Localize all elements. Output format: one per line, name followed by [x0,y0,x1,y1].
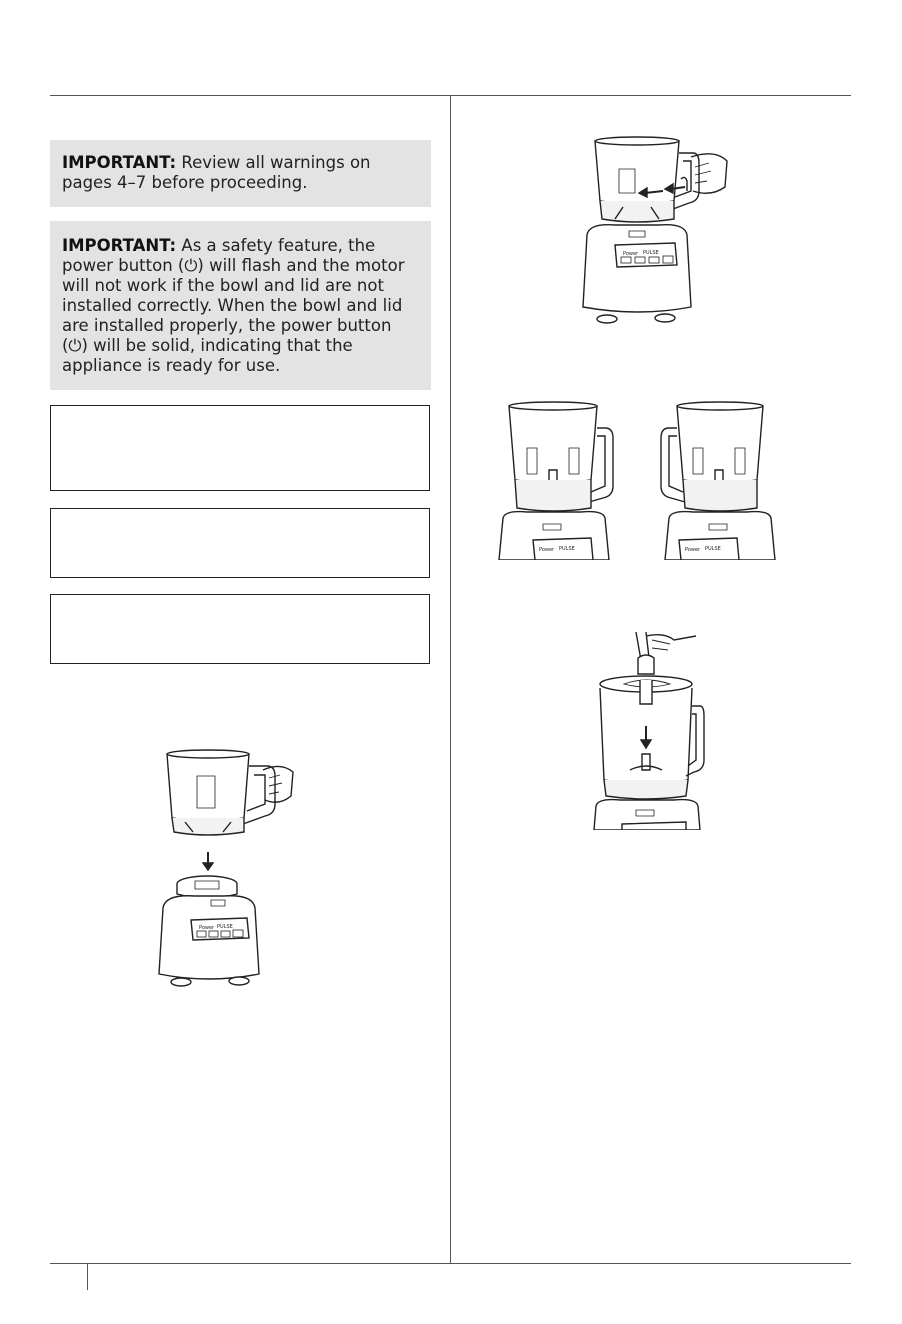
empty-note-box [50,594,430,664]
blender-bowl-install-icon [155,748,305,993]
callout-text: Review all warnings on pages 4–7 before proceeding. [62,153,371,192]
svg-text:Power: Power [199,925,215,931]
svg-text:Power: Power [623,251,639,257]
important-callout-safety [50,221,431,390]
svg-text:PULSE: PULSE [643,250,659,256]
svg-text:PULSE: PULSE [705,546,721,552]
empty-note-box [50,508,430,578]
svg-text:PULSE: PULSE [559,546,575,552]
callout-label: IMPORTANT: [62,153,177,172]
callout-text: As a safety feature, the power button (⏻) will flash and the motor will not work if the bowl and lid are not installed correctly. When the bowl and lid are installed properly, the power button (⏻) will be solid, indicating that the appliance is ready for use. [62,236,405,375]
column-divider [450,95,451,1264]
blender-blade-insert-icon [590,630,710,830]
important-callout-warnings [50,140,431,207]
svg-text:PULSE: PULSE [217,924,233,930]
svg-text:Power: Power [685,547,701,553]
blender-bowl-turn-icon [575,135,735,330]
blender-handle-positions-icon [497,398,782,560]
empty-note-box [50,405,430,491]
callout-label: IMPORTANT: [62,236,177,255]
bottom-rule [50,1263,851,1264]
svg-text:Power: Power [539,547,555,553]
footer-tick [87,1264,88,1290]
